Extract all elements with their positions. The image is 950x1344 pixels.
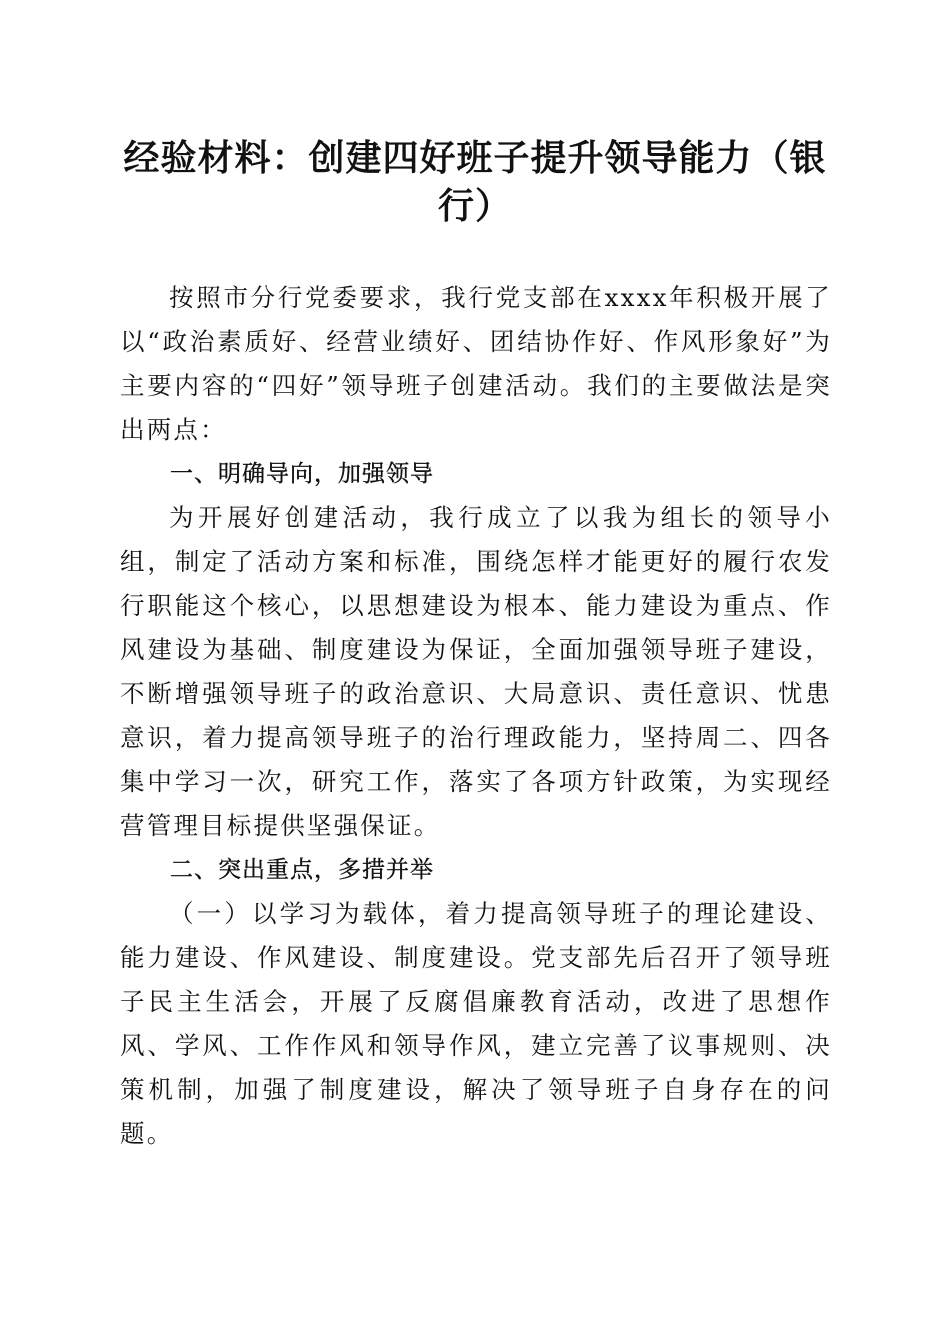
document-title: 经验材料：创建四好班子提升领导能力（银行）: [123, 137, 827, 227]
document-body: [120, 276, 832, 1156]
section-1-heading: 一、明确导向，加强领导: [170, 461, 434, 487]
section-2-heading: 二、突出重点，多措并举: [170, 857, 434, 883]
section-2-paragraph: （一）以学习为载体，着力提高领导班子的理论建设、能力建设、作风建设、制度建设。党支部先后召开了领导班子民主生活会，开展了反腐倡廉教育活动，改进了思想作风、学风、工作作风和领导作风，建立完善了议事规则、决策机制，加强了制度建设，解决了领导班子自身存在的问题。: [120, 899, 832, 1148]
intro-paragraph: 按照市分行党委要求，我行党支部在xxxx年积极开展了以“政治素质好、经营业绩好、团结协作好、作风形象好”为主要内容的“四好”领导班子创建活动。我们的主要做法是突出两点：: [120, 283, 832, 444]
section-1-paragraph: 为开展好创建活动，我行成立了以我为组长的领导小组，制定了活动方案和标准，围绕怎样才能更好的履行农发行职能这个核心，以思想建设为根本、能力建设为重点、作风建设为基础、制度建设为保证，全面加强领导班子建设，不断增强领导班子的政治意识、大局意识、责任意识、忧患意识，着力提高领导班子的治行理政能力，坚持周二、四各集中学习一次，研究工作，落实了各项方针政策，为实现经营管理目标提供坚强保证。: [120, 503, 832, 840]
